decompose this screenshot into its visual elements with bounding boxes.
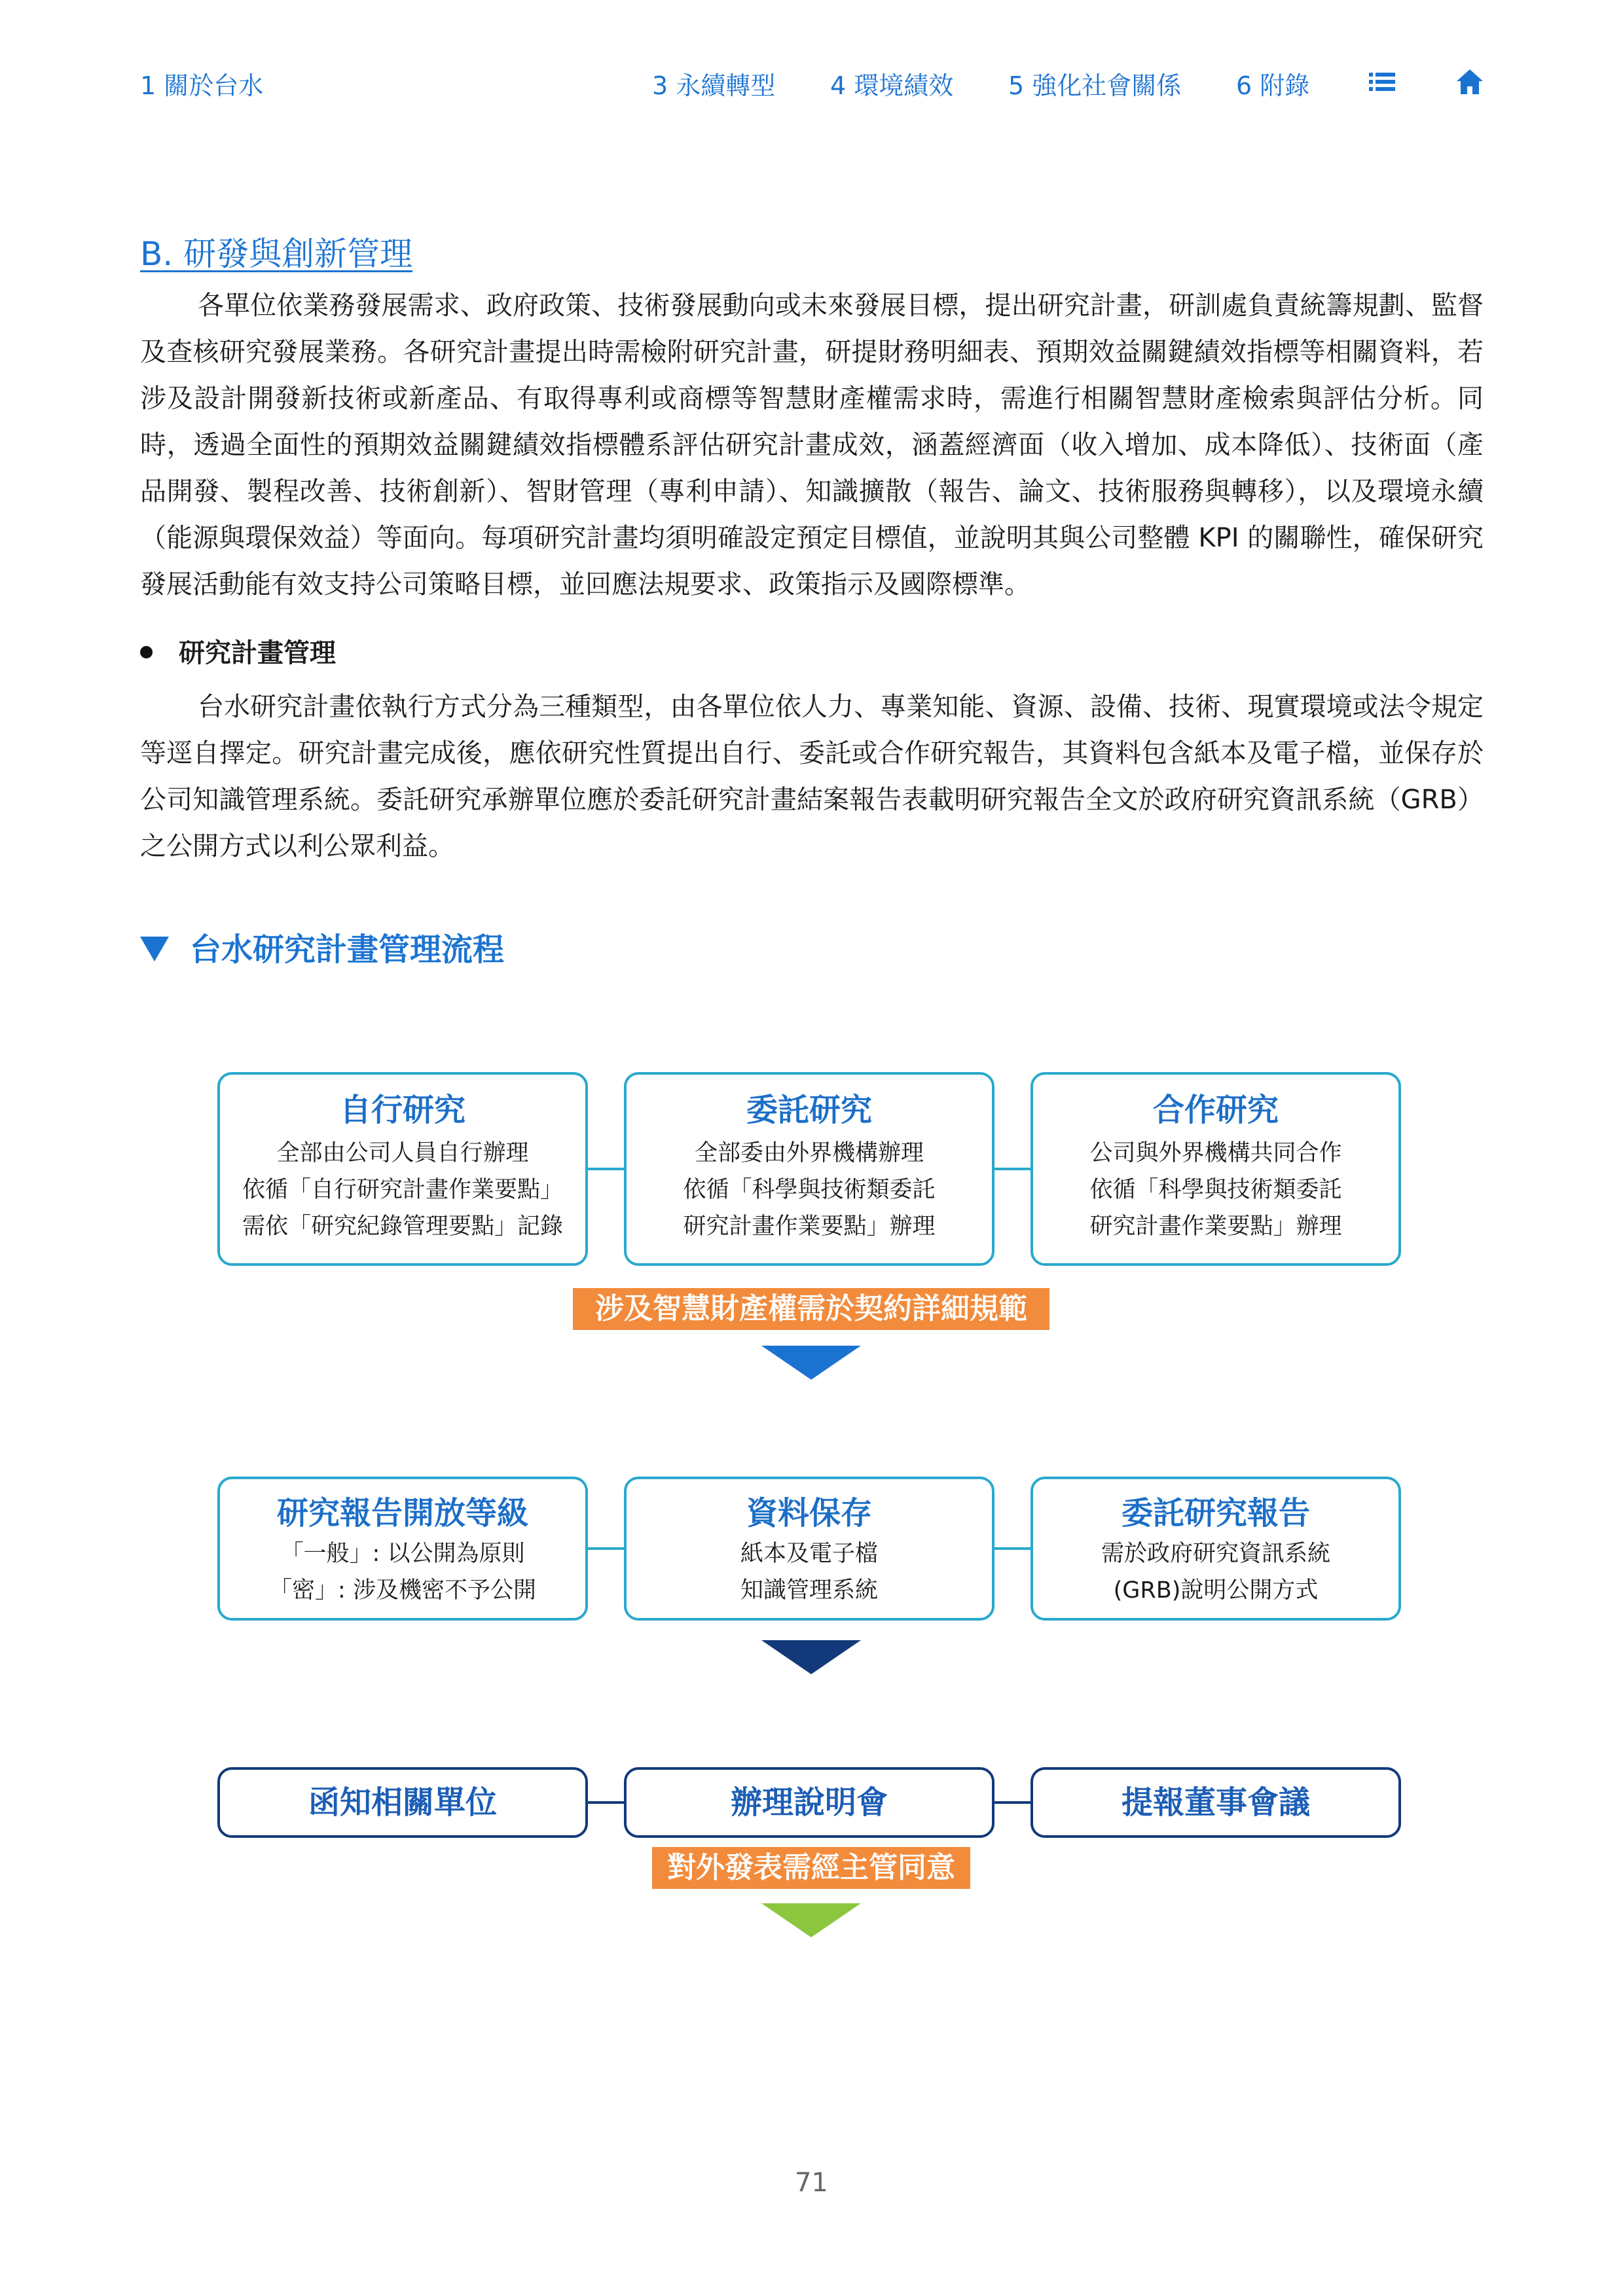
triangle-down-icon bbox=[140, 937, 169, 961]
flow-box-self-research bbox=[217, 1072, 588, 1266]
flow-box-title: 委託研究 bbox=[746, 1092, 872, 1128]
flow-connector bbox=[588, 1801, 624, 1804]
publication-approval-note: 對外發表需經主管同意 bbox=[652, 1847, 970, 1889]
arrow-down-icon bbox=[761, 1903, 861, 1937]
bullet-icon bbox=[140, 646, 153, 658]
flow-box-line: 需於政府研究資訊系統 bbox=[1101, 1541, 1330, 1567]
flow-box-briefing-session bbox=[624, 1767, 994, 1838]
flow-box-title: 辦理說明會 bbox=[730, 1784, 888, 1821]
flow-box-title: 資料保存 bbox=[746, 1495, 872, 1532]
ip-contract-note: 涉及智慧財產權需於契約詳細規範 bbox=[573, 1288, 1049, 1330]
list-icon[interactable] bbox=[1367, 67, 1397, 97]
flow-box-title: 委託研究報告 bbox=[1121, 1495, 1310, 1532]
research-plan-paragraph: 台水研究計畫依執行方式分為三種類型，由各單位依人力、專業知能、資源、設備、技術、現實環境或法令規定等逕自擇定。研究計畫完成後，應依研究性質提出自行、委託或合作研究報告，其資料包含紙本及電子檔，並保存於公司知識管理系統。委託研究承辦單位應於委託研究計畫結案報告表載明研究報告全文於政府研究資訊系統（GRB）之公開方式以利公眾利益。 bbox=[140, 692, 1484, 861]
flow-box-data-preservation bbox=[624, 1477, 994, 1621]
top-navigation bbox=[0, 0, 1623, 131]
flow-box-line: 全部由公司人員自行辦理 bbox=[276, 1140, 529, 1166]
flow-box-commissioned-report bbox=[1030, 1477, 1401, 1621]
flow-box-report-disclosure-level bbox=[217, 1477, 588, 1621]
page-number: 71 bbox=[795, 2168, 828, 2198]
flow-title bbox=[140, 924, 504, 969]
flow-box-line: 研究計畫作業要點」辦理 bbox=[1089, 1213, 1342, 1240]
arrow-down-icon bbox=[761, 1346, 861, 1380]
flow-box-line: 「一般」: 以公開為原則 bbox=[280, 1541, 525, 1567]
nav-link-about[interactable]: 1 關於台水 bbox=[140, 71, 264, 100]
flow-box-line: 知識管理系統 bbox=[740, 1577, 878, 1604]
home-icon[interactable] bbox=[1455, 67, 1485, 97]
nav-link-appendix[interactable]: 6 附錄 bbox=[1236, 71, 1310, 100]
flow-title-text: 台水研究計畫管理流程 bbox=[190, 931, 505, 968]
nav-link-sustainability-transition[interactable]: 3 永續轉型 bbox=[652, 71, 776, 100]
bullet-heading-text: 研究計畫管理 bbox=[179, 638, 336, 668]
bullet-heading bbox=[140, 632, 336, 670]
flow-box-line: 依循「科學與技術類委託 bbox=[1089, 1177, 1342, 1203]
flow-box-title: 合作研究 bbox=[1152, 1092, 1279, 1128]
flow-box-line: 「密」: 涉及機密不予公開 bbox=[269, 1577, 536, 1604]
flow-box-line: 依循「科學與技術類委託 bbox=[683, 1177, 936, 1203]
flow-box-cooperative-research bbox=[1030, 1072, 1401, 1266]
flow-box-line: 紙本及電子檔 bbox=[740, 1541, 878, 1567]
flow-box-line: 研究計畫作業要點」辦理 bbox=[683, 1213, 936, 1240]
flow-box-title: 函知相關單位 bbox=[308, 1784, 497, 1821]
flow-box-title: 研究報告開放等級 bbox=[276, 1495, 528, 1532]
flow-box-commissioned-research bbox=[624, 1072, 994, 1266]
flow-connector bbox=[994, 1801, 1030, 1804]
flow-connector bbox=[588, 1547, 624, 1550]
arrow-down-icon bbox=[761, 1640, 861, 1674]
flow-box-line: 公司與外界機構共同合作 bbox=[1089, 1140, 1342, 1166]
nav-link-social-relations[interactable]: 5 強化社會關係 bbox=[1008, 71, 1182, 100]
flow-connector bbox=[994, 1168, 1030, 1170]
flow-box-line: 需依「研究紀錄管理要點」記錄 bbox=[242, 1213, 563, 1240]
flow-connector bbox=[588, 1168, 624, 1170]
flow-box-line: 全部委由外界機構辦理 bbox=[694, 1140, 924, 1166]
flow-box-title: 提報董事會議 bbox=[1121, 1784, 1310, 1821]
flow-box-title: 自行研究 bbox=[339, 1092, 465, 1128]
nav-link-environmental-performance[interactable]: 4 環境績效 bbox=[830, 71, 954, 100]
flow-box-notify-units bbox=[217, 1767, 588, 1838]
flow-connector bbox=[994, 1547, 1030, 1550]
flow-box-board-report bbox=[1030, 1767, 1401, 1838]
intro-paragraph: 各單位依業務發展需求、政府政策、技術發展動向或未來發展目標，提出研究計畫，研訓處負責統籌規劃、監督及查核研究發展業務。各研究計畫提出時需檢附研究計畫，研提財務明細表、預期效益關鍵績效指標等相關資料，若涉及設計開發新技術或新產品、有取得專利或商標等智慧財產權需求時，需進行相關智慧財產檢索與評估分析。同時，透過全面性的預期效益關鍵績效指標體系評估研究計畫成效，涵蓋經濟面（收入增加、成本降低）、技術面（產品開發、製程改善、技術創新）、智財管理（專利申請）、知識擴散（報告、論文、技術服務與轉移），以及環境永續（能源與環保效益）等面向。每項研究計畫均須明確設定預定目標值，並說明其與公司整體 KPI 的關聯性，確保研究發展活動能有效支持公司策略目標，並回應法規要求、政策指示及國際標準。 bbox=[140, 291, 1484, 600]
flow-box-line: (GRB)說明公開方式 bbox=[1113, 1577, 1319, 1604]
section-title: B. 研發與創新管理 bbox=[140, 235, 413, 273]
flow-box-line: 依循「自行研究計畫作業要點」 bbox=[242, 1177, 563, 1203]
